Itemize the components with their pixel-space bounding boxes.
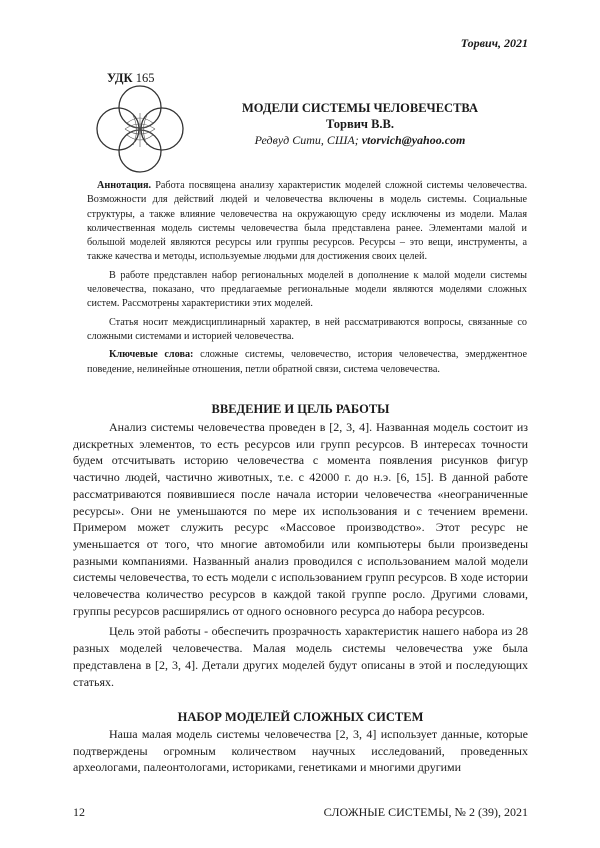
section-body-models <box>73 726 528 780</box>
journal-footer: СЛОЖНЫЕ СИСТЕМЫ, № 2 (39), 2021 <box>323 805 528 819</box>
udk-number: 165 <box>135 71 155 85</box>
running-head: Торвич, 2021 <box>460 36 528 50</box>
body-paragraph: Цель этой работы - обеспечить прозрачность характеристик нашего набора из 28 разных моделей человечества. Малая модель системы человечества уже была представлена в [2, 3, 4]. Детали других моделей будут описаны в этой и последующих статьях. <box>73 624 528 689</box>
abstract-paragraph <box>87 179 527 265</box>
udk-label: УДК <box>107 71 133 85</box>
abstract-lead: Аннотация. <box>97 180 152 191</box>
affiliation-place: Редвуд Сити, США; <box>254 133 362 147</box>
abstract <box>87 179 527 381</box>
author-email[interactable]: vtorvich@yahoo.com <box>361 133 466 147</box>
author-affiliation <box>190 132 530 148</box>
abstract-paragraph: В работе представлен набор региональных моделей в дополнение к малой модели системы человечества, показано, что предлагаемые региональные модели являются моделями сложных систем. Рассмотрены характеристики этих моделей. <box>87 269 527 310</box>
udk-code <box>107 71 154 86</box>
interlocking-circles-logo <box>95 85 185 175</box>
keywords-paragraph <box>87 348 527 377</box>
article-title: МОДЕЛИ СИСТЕМЫ ЧЕЛОВЕЧЕСТВА <box>242 101 478 115</box>
section-heading-models: НАБОР МОДЕЛЕЙ СЛОЖНЫХ СИСТЕМ <box>177 710 424 724</box>
body-paragraph: Наша малая модель системы человечества [2, 3, 4] использует данные, которые подтверждены огромным количеством научных исследований, проведенных археологами, палеонтологами, историками, генетиками и многими другими <box>73 727 528 775</box>
body-paragraph: Анализ системы человечества проведен в [2, 3, 4]. Названная модель состоит из дискретных элементов, то есть ресурсов или групп ресурсов. В интересах точности будем отсчитывать историю человечества с момента появления рисунков фигур частично людей, частично животных, т.е. с 42000 г. до н.э. [6, 15]. В данной работе рассматриваются появившиеся после начала истории человечества «неограниченные ресурсы». Они не уменьшаются по мере их использования и с течением времени. Примером может служить ресурс «Массовое производство». Этот ресурс не уменьшается от того, что многие автомобили или компьютеры были произведены разными компаниями. Названный анализ проводился с использованием малой модели системы человечества, то есть модели с использованием групп ресурсов. В ходе истории человечества количество ресурсов в каждой такой группе росло. Другими словами, группы ресурсов расширялись от одного основного ресурса до набора ресурсов. <box>73 420 528 618</box>
article-author: Торвич В.В. <box>325 117 395 131</box>
abstract-text: Работа посвящена анализу характеристик моделей сложной системы человечества. Возможности для действий людей и человечества включены в модель системы. Социальные структуры, а также влияние человечества на окружающую среду исключены из модели. Малая количественная модель системы человечества была представлена ранее. Элементами малой и большой моделей являются ресурсы или группы ресурсов. Ресурсы – это вещи, инструменты, а также качества и методы, используемые людьми для достижения своих целей. <box>87 180 528 263</box>
page-number: 12 <box>73 805 85 819</box>
section-heading-intro: ВВЕДЕНИЕ И ЦЕЛЬ РАБОТЫ <box>211 402 390 416</box>
keywords-text: сложные системы, человечество, история человечества, эмерджентное поведение, нелинейные отношения, петли обратной связи, система человечества. <box>87 349 527 375</box>
keywords-label: Ключевые слова: <box>109 349 194 361</box>
abstract-paragraph: Статья носит междисциплинарный характер, в ней рассматриваются вопросы, связанные со сложными системами и историей человечества. <box>87 316 527 342</box>
title-block <box>190 100 530 148</box>
section-body-intro <box>73 419 528 694</box>
